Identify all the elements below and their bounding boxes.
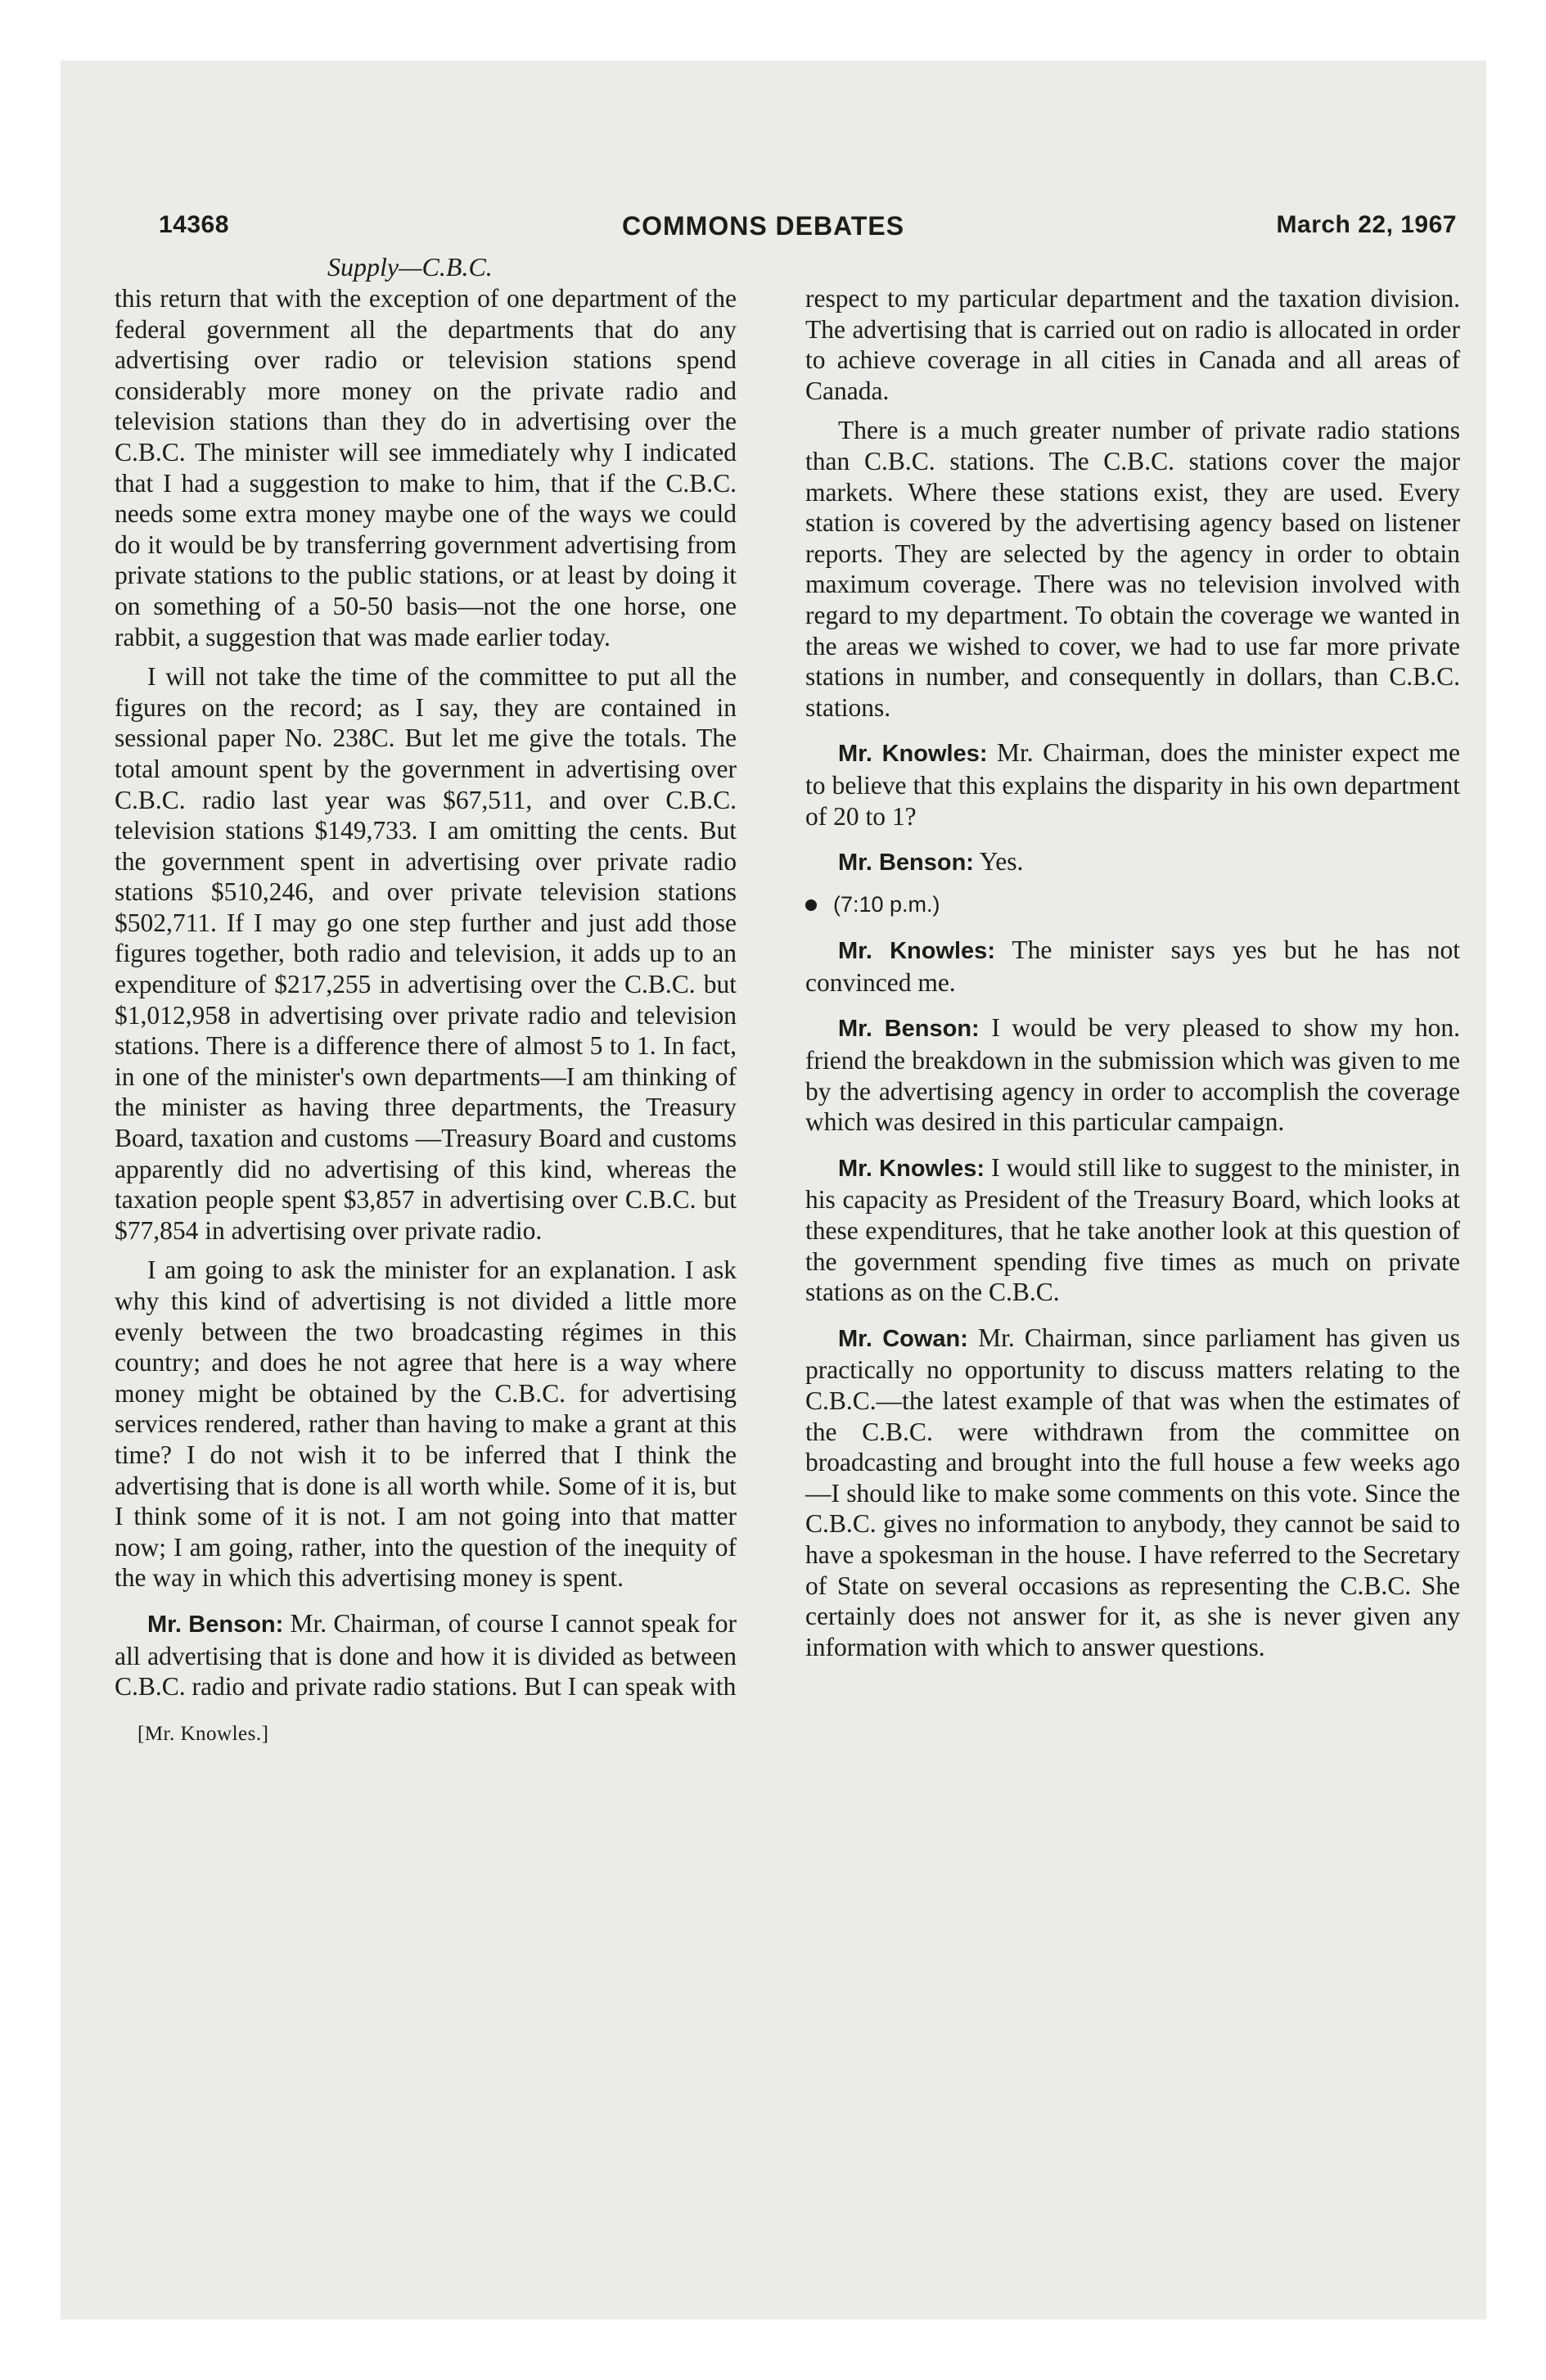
speech-text: The minister says yes but he has not convinced me. bbox=[805, 935, 1461, 997]
speech-paragraph bbox=[805, 1152, 1460, 1308]
speaker-name: Mr. Cowan: bbox=[838, 1325, 968, 1352]
speech-paragraph bbox=[805, 935, 1460, 998]
paragraph: this return that with the exception of one department of the federal government all the departments that do any advertising over radio or television stations spend considerably more money on the private radio and television stations than they do in advertising over the C.B.C. The minister will see immediately why I indicated that I had a suggestion to make to him, that if the C.B.C. needs some extra money maybe one of the ways we could do it would be by transferring government advertising from private stations to the public stations, or at least by doing it on something of a 50-50 basis—not the one horse, one rabbit, a suggestion that was made earlier today. bbox=[115, 284, 737, 651]
speech-text: Mr. Chairman, of course I cannot speak for all advertising that is done and how it is divided as between C.B.C. radio and private radio stations. But I can speak with bbox=[115, 1608, 737, 1702]
page-number: 14368 bbox=[159, 211, 229, 238]
speech-paragraph bbox=[115, 1608, 737, 1702]
paragraph: respect to my particular department and the taxation division. The advertising that is carried out on radio is allocated in order to achieve coverage in all cities in Canada and all areas of Canada. bbox=[805, 284, 1460, 405]
header-date: March 22, 1967 bbox=[1276, 211, 1457, 238]
time-stamp: (7:10 p.m.) bbox=[833, 891, 940, 917]
speech-text: I would still like to suggest to the minister, in his capacity as President of the Treasury Board, which looks at these expenditures, that he take another look at this question of the government spending five times as much on private stations as on the C.B.C. bbox=[805, 1152, 1461, 1307]
speaker-name: Mr. Knowles: bbox=[838, 938, 995, 965]
speaker-name: Mr. Benson: bbox=[838, 850, 974, 877]
speaker-name: Mr. Benson: bbox=[147, 1611, 284, 1638]
right-column bbox=[805, 283, 1460, 1671]
speaker-name: Mr. Knowles: bbox=[838, 1155, 985, 1182]
speech-text: Yes. bbox=[979, 847, 1024, 877]
speech-text: Mr. Chairman, does the minister expect me to believe that this explains the disparity in his own department of 20 to 1? bbox=[805, 738, 1460, 831]
speech-paragraph bbox=[805, 1323, 1460, 1663]
speech-paragraph bbox=[805, 737, 1460, 832]
time-marker bbox=[805, 888, 1460, 921]
page-header bbox=[159, 211, 1457, 252]
speaker-name: Mr. Benson: bbox=[838, 1016, 980, 1043]
speech-text: Mr. Chairman, since parliament has given us practically no opportunity to discuss matters relating to the C.B.C.—the latest example of that was when the estimates of the C.B.C. were withdrawn from the committee on broadcasting and brought into the full house a few weeks ago—I should like to make some comments on this vote. Since the C.B.C. gives no information to anybody, they cannot be said to have a spokesman in the house. I have referred to the Secretary of State on several occasions as representing the C.B.C. She certainly does not answer for it, as she is never given any information with which to answer questions. bbox=[805, 1323, 1461, 1661]
speech-text: I would be very pleased to show my hon. friend the breakdown in the submission which was given to me by the advertising agency in order to accomplish the coverage which was desired in this particular campaign. bbox=[805, 1013, 1461, 1137]
speech-paragraph bbox=[805, 846, 1460, 879]
left-column bbox=[115, 283, 737, 1711]
paragraph: There is a much greater number of private radio stations than C.B.C. stations. The C.B.C. stations cover the major markets. Where these stations exist, they are used. Every station is covered by the advertising agency based on listener reports. They are selected by the agency in order to obtain maximum coverage. There was no television involved with regard to my department. To obtain the coverage we wanted in the areas we wished to cover, we had to use far more private stations in number, and consequently in dollars, than C.B.C. stations. bbox=[805, 416, 1460, 722]
speaker-name: Mr. Knowles: bbox=[838, 741, 988, 768]
section-subheading: Supply—C.B.C. bbox=[327, 252, 493, 282]
bullet-icon bbox=[805, 899, 817, 911]
publication-title: COMMONS DEBATES bbox=[622, 211, 905, 241]
footer-attribution: [Mr. Knowles.] bbox=[137, 1723, 269, 1745]
paragraph: I will not take the time of the committee to put all the figures on the record; as I say, they are contained in sessional paper No. 238C. But let me give the totals. The total amount spent by the government in advertising over C.B.C. radio last year was $67,511, and over C.B.C. television stations $149,733. I am omitting the cents. But the government spent in advertising over private radio stations $510,246, and over private television stations $502,711. If I may go one step further and just add those figures together, both radio and television, it adds up to an expenditure of $217,255 in advertising over the C.B.C. but $1,012,958 in advertising over private radio and television stations. There is a difference there of almost 5 to 1. In fact, in one of the minister's own departments—I am thinking of the minister as having three departments, the Treasury Board, taxation and customs —Treasury Board and customs apparently did no advertising of this kind, whereas the taxation people spent $3,857 in advertising over C.B.C. but $77,854 in advertising over private radio. bbox=[115, 662, 737, 1245]
speech-paragraph bbox=[805, 1012, 1460, 1137]
paragraph: I am going to ask the minister for an explanation. I ask why this kind of advertising is not divided a little more evenly between the two broadcasting régimes in this country; and does he not agree that here is a way where money might be obtained by the C.B.C. for advertising services rendered, rather than having to make a grant at this time? I do not wish it to be inferred that I think the advertising that is done is all worth while. Some of it is, but I think some of it is not. I am not going into that matter now; I am going, rather, into the question of the inequity of the way in which this advertising money is spent. bbox=[115, 1255, 737, 1593]
